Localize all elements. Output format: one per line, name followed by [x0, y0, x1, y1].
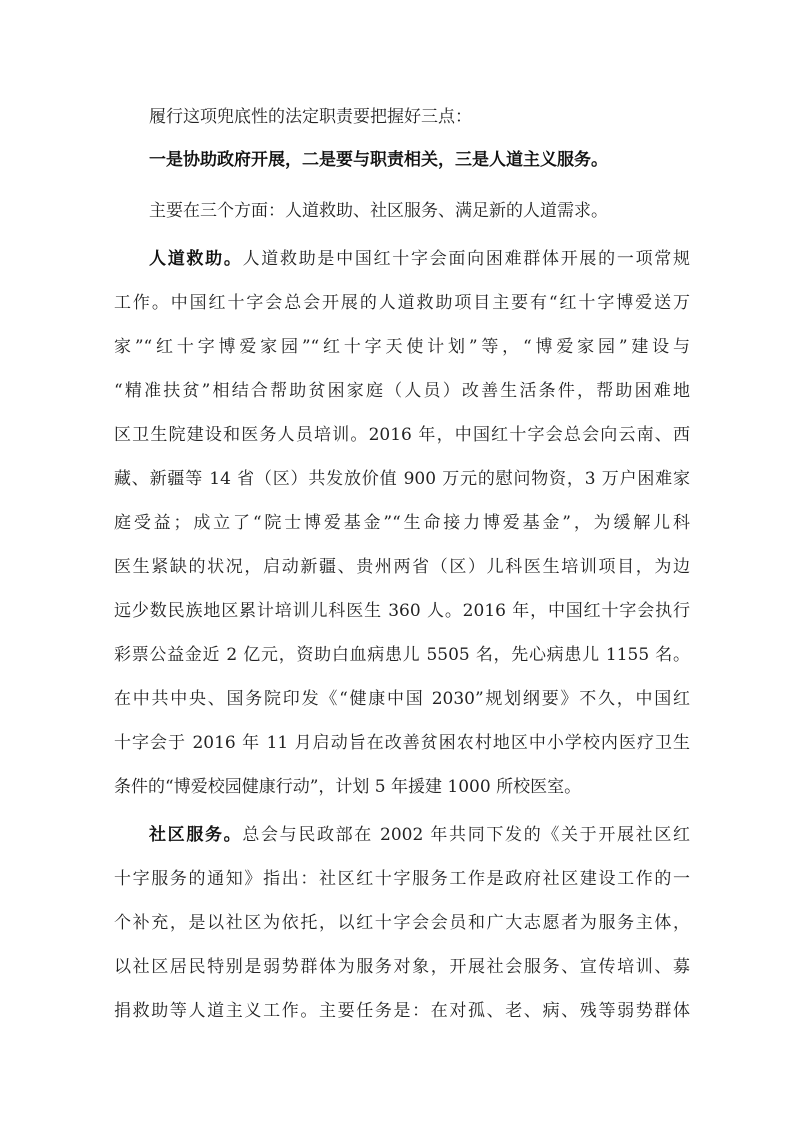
section2-line-3: 以社区居民特别是弱势群体为服务对象，开展社会服务、宣传培训、募 — [114, 957, 690, 977]
section1-line-6: 庭受益；成立了“院士博爱基金”“生命接力博爱基金”，为缓解儿科 — [114, 513, 690, 533]
intro-line-3: 主要在三个方面：人道救助、社区服务、满足新的人道需求。 — [149, 201, 608, 221]
section2-first-line — [149, 824, 690, 846]
section1-line-1: 工作。中国红十字会总会开展的人道救助项目主要有“红十字博爱送万 — [114, 293, 690, 313]
intro-line-1: 履行这项兜底性的法定职责要把握好三点： — [149, 107, 472, 127]
section1-line-0: 人道救助是中国红十字会面向困难群体开展的一项常规 — [242, 249, 690, 269]
section2-line-4: 捐救助等人道主义工作。主要任务是：在对孤、老、病、残等弱势群体 — [114, 1001, 690, 1021]
section1-line-7: 医生紧缺的状况，启动新疆、贵州两省（区）儿科医生培训项目，为边 — [114, 557, 690, 577]
section1-line-9: 彩票公益金近 2 亿元，资助白血病患儿 5505 名，先心病患儿 1155 名。 — [114, 645, 690, 665]
section1-line-11: 十字会于 2016 年 11 月启动旨在改善贫困农村地区中小学校内医疗卫生 — [114, 733, 690, 753]
section1-line-3: “精准扶贫”相结合帮助贫困家庭（人员）改善生活条件，帮助困难地 — [114, 381, 690, 401]
section2-line-0: 总会与民政部在 2002 年共同下发的《关于开展社区红 — [242, 825, 690, 845]
section1-line-2: 家”“红十字博爱家园”“红十字天使计划”等，“博爱家园”建设与 — [114, 337, 690, 357]
section1-line-5: 藏、新疆等 14 省（区）共发放价值 900 万元的慰问物资，3 万户困难家 — [114, 469, 690, 489]
section1-line-12: 条件的“博爱校园健康行动”，计划 5 年援建 1000 所校医室。 — [114, 777, 582, 797]
section1-line-10: 在中共中央、国务院印发《“健康中国 2030”规划纲要》不久，中国红 — [114, 689, 690, 709]
section2-heading: 社区服务。 — [149, 825, 243, 845]
section1-line-8: 远少数民族地区累计培训儿科医生 360 人。2016 年，中国红十字会执行 — [114, 601, 690, 621]
section1-heading: 人道救助。 — [149, 249, 243, 269]
section2-line-1: 十字服务的通知》指出：社区红十字服务工作是政府社区建设工作的一 — [114, 869, 690, 889]
section1-line-4: 区卫生院建设和医务人员培训。2016 年，中国红十字会总会向云南、西 — [114, 425, 690, 445]
section2-line-2: 个补充，是以社区为依托，以红十字会会员和广大志愿者为服务主体， — [114, 913, 690, 933]
intro-line-2-bold: 一是协助政府开展，二是要与职责相关，三是人道主义服务。 — [149, 150, 608, 170]
section1-first-line — [149, 248, 690, 270]
